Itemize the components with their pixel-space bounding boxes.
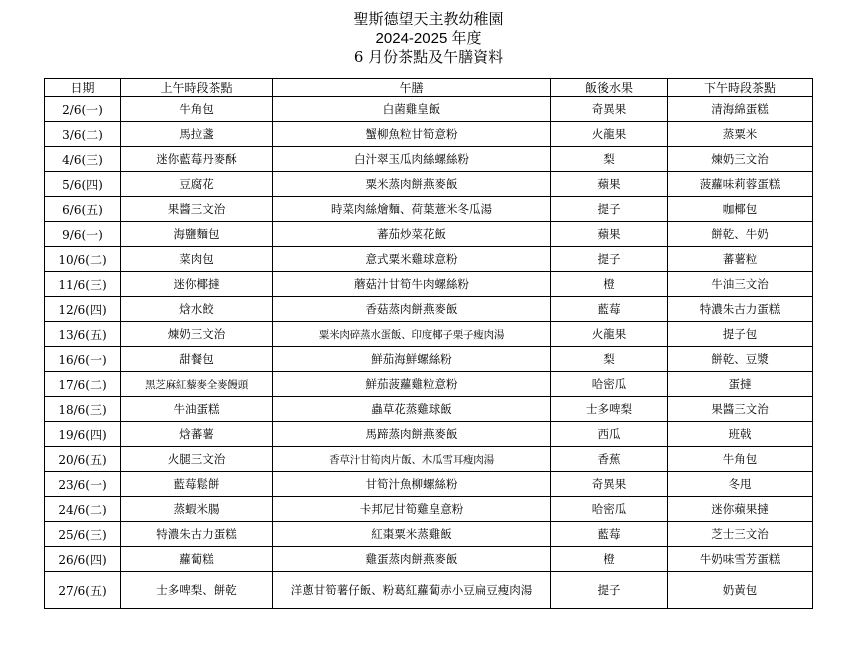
cell-am-snack: 迷你椰撻 — [121, 272, 273, 297]
menu-subtitle: 6 月份茶點及午膳資料 — [353, 48, 504, 66]
cell-am-snack: 士多啤梨、餅乾 — [121, 572, 273, 609]
cell-fruit: 蘋果 — [551, 222, 668, 247]
cell-pm-snack: 牛奶味雪芳蛋糕 — [668, 547, 813, 572]
cell-pm-snack: 特濃朱古力蛋糕 — [668, 297, 813, 322]
cell-lunch: 香菇蒸肉餅燕麥飯 — [273, 297, 551, 322]
cell-lunch: 鮮茄海鮮螺絲粉 — [273, 347, 551, 372]
table-row — [45, 472, 813, 497]
cell-am-snack: 馬拉盞 — [121, 122, 273, 147]
cell-am-snack: 焓蕃薯 — [121, 422, 273, 447]
cell-fruit: 提子 — [551, 572, 668, 609]
cell-pm-snack: 咖椰包 — [668, 197, 813, 222]
table-row — [45, 147, 813, 172]
cell-am-snack: 果醬三文治 — [121, 197, 273, 222]
cell-lunch: 白菌雞皇飯 — [273, 97, 551, 122]
table-row — [45, 422, 813, 447]
table-header-row — [45, 79, 813, 97]
school-year: 2024-2025 年度 — [375, 30, 482, 47]
cell-date: 12/6(四) — [45, 297, 121, 322]
cell-pm-snack: 蕃薯粒 — [668, 247, 813, 272]
cell-am-snack: 蘿蔔糕 — [121, 547, 273, 572]
cell-pm-snack: 煉奶三文治 — [668, 147, 813, 172]
cell-lunch: 白汁翠玉瓜肉絲螺絲粉 — [273, 147, 551, 172]
table-row — [45, 497, 813, 522]
cell-date: 11/6(三) — [45, 272, 121, 297]
table-row — [45, 222, 813, 247]
cell-lunch: 鮮茄菠蘿雞粒意粉 — [273, 372, 551, 397]
cell-date: 20/6(五) — [45, 447, 121, 472]
cell-lunch: 粟米肉碎蒸水蛋飯、印度椰子栗子瘦肉湯 — [273, 322, 551, 347]
table-row — [45, 297, 813, 322]
header-lunch: 午膳 — [273, 79, 551, 97]
header-date: 日期 — [45, 79, 121, 97]
cell-date: 19/6(四) — [45, 422, 121, 447]
cell-date: 5/6(四) — [45, 172, 121, 197]
cell-lunch: 時菜肉絲燴麵、荷葉薏米冬瓜湯 — [273, 197, 551, 222]
cell-fruit: 奇異果 — [551, 97, 668, 122]
cell-pm-snack: 餅乾、牛奶 — [668, 222, 813, 247]
cell-lunch: 洋蔥甘筍薯仔飯、粉葛紅蘿蔔赤小豆扁豆瘦肉湯 — [273, 572, 551, 609]
cell-pm-snack: 蒸粟米 — [668, 122, 813, 147]
cell-lunch: 甘筍汁魚柳螺絲粉 — [273, 472, 551, 497]
cell-fruit: 藍莓 — [551, 522, 668, 547]
table-row — [45, 347, 813, 372]
cell-pm-snack: 蛋撻 — [668, 372, 813, 397]
table-row — [45, 247, 813, 272]
cell-fruit: 提子 — [551, 197, 668, 222]
cell-lunch: 卡邦尼甘筍雞皇意粉 — [273, 497, 551, 522]
table-row — [45, 547, 813, 572]
cell-fruit: 哈密瓜 — [551, 497, 668, 522]
table-row — [45, 197, 813, 222]
cell-pm-snack: 芝士三文治 — [668, 522, 813, 547]
cell-date: 25/6(三) — [45, 522, 121, 547]
cell-pm-snack: 菠蘿味莉蓉蛋糕 — [668, 172, 813, 197]
cell-pm-snack: 班戟 — [668, 422, 813, 447]
table-row — [45, 522, 813, 547]
cell-date: 6/6(五) — [45, 197, 121, 222]
cell-fruit: 西瓜 — [551, 422, 668, 447]
cell-am-snack: 菜肉包 — [121, 247, 273, 272]
cell-lunch: 粟米蒸肉餅燕麥飯 — [273, 172, 551, 197]
header-pm-snack: 下午時段茶點 — [668, 79, 813, 97]
cell-am-snack: 豆腐花 — [121, 172, 273, 197]
cell-am-snack: 甜餐包 — [121, 347, 273, 372]
cell-date: 13/6(五) — [45, 322, 121, 347]
cell-lunch: 蘑菇汁甘筍牛肉螺絲粉 — [273, 272, 551, 297]
cell-date: 4/6(三) — [45, 147, 121, 172]
cell-pm-snack: 牛油三文治 — [668, 272, 813, 297]
cell-lunch: 蕃茄炒菜花飯 — [273, 222, 551, 247]
table-row — [45, 372, 813, 397]
school-name: 聖斯德望天主教幼稚園 — [353, 10, 504, 28]
cell-fruit: 士多啤梨 — [551, 397, 668, 422]
cell-fruit: 藍莓 — [551, 297, 668, 322]
cell-pm-snack: 清海綿蛋糕 — [668, 97, 813, 122]
table-row — [45, 122, 813, 147]
table-row — [45, 447, 813, 472]
cell-pm-snack: 提子包 — [668, 322, 813, 347]
cell-fruit: 梨 — [551, 147, 668, 172]
cell-pm-snack: 奶黃包 — [668, 572, 813, 609]
cell-am-snack: 迷你藍莓丹麥酥 — [121, 147, 273, 172]
cell-lunch: 香草汁甘筍肉片飯、木瓜雪耳瘦肉湯 — [273, 447, 551, 472]
cell-date: 3/6(二) — [45, 122, 121, 147]
cell-fruit: 火龍果 — [551, 322, 668, 347]
cell-pm-snack: 迷你蘋果撻 — [668, 497, 813, 522]
cell-fruit: 香蕉 — [551, 447, 668, 472]
cell-pm-snack: 果醬三文治 — [668, 397, 813, 422]
menu-table — [44, 78, 813, 609]
cell-pm-snack: 餅乾、豆漿 — [668, 347, 813, 372]
cell-date: 18/6(三) — [45, 397, 121, 422]
cell-lunch: 意式粟米雞球意粉 — [273, 247, 551, 272]
table-row — [45, 272, 813, 297]
cell-date: 27/6(五) — [45, 572, 121, 609]
table-row — [45, 322, 813, 347]
cell-fruit: 奇異果 — [551, 472, 668, 497]
document-header — [0, 10, 857, 67]
cell-date: 9/6(一) — [45, 222, 121, 247]
cell-date: 17/6(二) — [45, 372, 121, 397]
cell-fruit: 火龍果 — [551, 122, 668, 147]
cell-fruit: 提子 — [551, 247, 668, 272]
cell-am-snack: 煉奶三文治 — [121, 322, 273, 347]
cell-fruit: 橙 — [551, 547, 668, 572]
cell-am-snack: 海鹽麵包 — [121, 222, 273, 247]
table-row — [45, 572, 813, 609]
table-row — [45, 172, 813, 197]
cell-am-snack: 蒸蝦米腸 — [121, 497, 273, 522]
header-fruit: 飯後水果 — [551, 79, 668, 97]
cell-am-snack: 焓水餃 — [121, 297, 273, 322]
cell-date: 10/6(二) — [45, 247, 121, 272]
cell-date: 2/6(一) — [45, 97, 121, 122]
header-am-snack: 上午時段茶點 — [121, 79, 273, 97]
cell-date: 26/6(四) — [45, 547, 121, 572]
cell-lunch: 雞蛋蒸肉餅燕麥飯 — [273, 547, 551, 572]
cell-pm-snack: 冬甩 — [668, 472, 813, 497]
cell-fruit: 橙 — [551, 272, 668, 297]
cell-date: 16/6(一) — [45, 347, 121, 372]
cell-am-snack: 黑芝麻紅藜麥全麥饅頭 — [121, 372, 273, 397]
cell-am-snack: 牛角包 — [121, 97, 273, 122]
cell-fruit: 哈密瓜 — [551, 372, 668, 397]
cell-am-snack: 特濃朱古力蛋糕 — [121, 522, 273, 547]
cell-am-snack: 火腿三文治 — [121, 447, 273, 472]
table-row — [45, 97, 813, 122]
cell-date: 24/6(二) — [45, 497, 121, 522]
cell-lunch: 蟹柳魚粒甘筍意粉 — [273, 122, 551, 147]
cell-lunch: 紅棗粟米蒸雞飯 — [273, 522, 551, 547]
cell-fruit: 蘋果 — [551, 172, 668, 197]
cell-am-snack: 牛油蛋糕 — [121, 397, 273, 422]
cell-fruit: 梨 — [551, 347, 668, 372]
cell-lunch: 馬蹄蒸肉餅燕麥飯 — [273, 422, 551, 447]
table-row — [45, 397, 813, 422]
cell-lunch: 蟲草花蒸雞球飯 — [273, 397, 551, 422]
cell-pm-snack: 牛角包 — [668, 447, 813, 472]
cell-am-snack: 藍莓鬆餅 — [121, 472, 273, 497]
cell-date: 23/6(一) — [45, 472, 121, 497]
